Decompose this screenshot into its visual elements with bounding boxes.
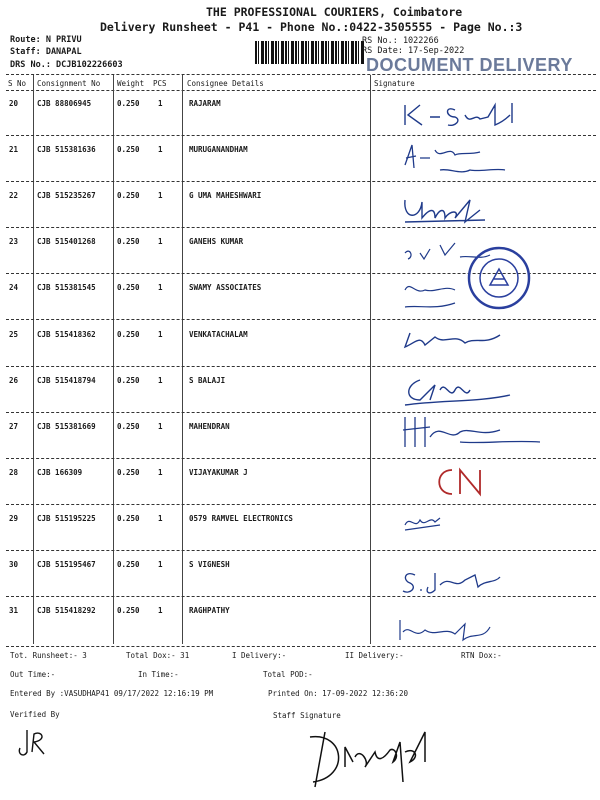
consignee-name: MURUGANANDHAM	[189, 145, 248, 155]
consignee-name: VENKATACHALAM	[189, 329, 248, 339]
consignment-number: CJB 515195225	[37, 513, 96, 523]
row-divider	[6, 504, 596, 505]
out-time: Out Time:-	[10, 670, 56, 679]
weight: 0.250	[117, 145, 140, 155]
serial-number: 28	[9, 467, 19, 477]
pcs: 1	[158, 421, 163, 431]
col-consignment: Consignment No	[37, 79, 101, 88]
consignment-number: CJB 515235267	[37, 191, 96, 201]
consignee-name: 0579 RAMVEL ELECTRONICS	[189, 513, 293, 523]
table-row	[0, 191, 600, 203]
verifier-signature	[12, 722, 52, 762]
pcs: 1	[158, 191, 163, 201]
column-line	[113, 75, 114, 644]
serial-number: 23	[9, 237, 19, 247]
serial-number: 25	[9, 329, 19, 339]
col-weight: Weight	[117, 79, 145, 88]
route: Route: N PRIVU	[10, 35, 82, 45]
staff-signature	[305, 722, 455, 797]
pcs: 1	[158, 513, 163, 523]
consignee-name: S BALAJI	[189, 375, 226, 385]
col-pcs: PCS	[153, 79, 167, 88]
signature-20	[400, 95, 550, 135]
pcs: 1	[158, 467, 163, 477]
consignee-name: RAJARAM	[189, 99, 221, 108]
table-row	[0, 606, 600, 618]
serial-number: 20	[9, 99, 19, 108]
column-line	[33, 75, 34, 644]
table-header	[0, 79, 600, 91]
pcs: 1	[158, 237, 163, 247]
pcs: 1	[158, 560, 163, 569]
staff-signature-label: Staff Signature	[273, 711, 341, 720]
signature-26	[400, 370, 520, 410]
consignment-number: CJB 515418794	[37, 375, 96, 385]
tot-runsheet: Tot. Runsheet:- 3	[10, 651, 87, 660]
weight: 0.250	[117, 513, 140, 523]
divider	[6, 74, 596, 75]
consignee-name: MAHENDRAN	[189, 421, 230, 431]
staff: Staff: DANAPAL	[10, 47, 82, 57]
weight: 0.250	[117, 329, 140, 339]
table-row	[0, 514, 600, 526]
weight: 0.250	[117, 191, 140, 201]
pcs: 1	[158, 606, 163, 616]
col-sno: S No	[8, 79, 27, 88]
consignee-name: S VIGNESH	[189, 560, 230, 569]
signature-27	[400, 412, 550, 457]
weight: 0.250	[117, 283, 140, 293]
column-line	[182, 75, 183, 644]
printed-on: Printed On: 17-09-2022 12:36:20	[268, 689, 408, 698]
serial-number: 29	[9, 513, 19, 523]
i-delivery: I Delivery:-	[232, 651, 287, 660]
consignment-number: CJB 166309	[37, 467, 83, 477]
verified-by-label: Verified By	[10, 710, 60, 719]
consignee-name: G UMA MAHESHWARI	[189, 191, 262, 201]
serial-number: 21	[9, 145, 19, 155]
row-divider	[6, 366, 596, 367]
weight: 0.250	[117, 560, 140, 569]
consignment-number: CJB 515401268	[37, 237, 96, 247]
pcs: 1	[158, 329, 163, 339]
signature-22	[400, 190, 500, 230]
serial-number: 26	[9, 375, 19, 385]
signature-21	[400, 140, 540, 185]
total-pod: Total POD:-	[263, 670, 313, 679]
signature-31	[395, 612, 505, 647]
barcode	[255, 41, 365, 64]
weight: 0.250	[117, 606, 140, 616]
row-divider	[6, 227, 596, 228]
col-consignee: Consignee Details	[187, 79, 264, 88]
pcs: 1	[158, 145, 163, 155]
consignment-number: CJB 515195467	[37, 560, 96, 569]
serial-number: 22	[9, 191, 19, 201]
company-round-stamp	[466, 245, 532, 311]
consignment-number: CJB 515381545	[37, 283, 96, 293]
table-row	[0, 468, 600, 480]
rtn-dox: RTN Dox:-	[461, 651, 502, 660]
signature-30	[400, 565, 510, 600]
consignment-number: CJB 515418292	[37, 606, 96, 616]
company-title: THE PROFESSIONAL COURIERS, Coimbatore	[206, 5, 463, 19]
serial-number: 31	[9, 606, 19, 616]
runsheet-subtitle: Delivery Runsheet - P41 - Phone No.:0422-3505555 - Page No.:3	[100, 20, 523, 34]
consignment-number: CJB 515381669	[37, 421, 96, 431]
consignment-number: CJB 515418362	[37, 329, 96, 339]
weight: 0.250	[117, 375, 140, 385]
rs-number: RS No.: 1022266	[362, 36, 439, 46]
signature-29	[400, 510, 460, 535]
total-dox: Total Dox:- 31	[126, 651, 190, 660]
entered-by: Entered By :VASUDHAP41 09/17/2022 12:16:19 PM	[10, 689, 214, 698]
consignee-name: GANEHS KUMAR	[189, 237, 244, 247]
consignment-number: CJB 515381636	[37, 145, 96, 155]
pcs: 1	[158, 375, 163, 385]
rs-date: RS Date: 17-Sep-2022	[362, 46, 465, 56]
consignee-name: SWAMY ASSOCIATES	[189, 283, 262, 293]
row-divider	[6, 458, 596, 459]
weight: 0.250	[117, 467, 140, 477]
consignee-name: VIJAYAKUMAR J	[189, 467, 248, 477]
drs-number: DRS No.: DCJB102226603	[10, 60, 123, 70]
divider	[6, 646, 596, 647]
serial-number: 30	[9, 560, 19, 569]
weight: 0.250	[117, 421, 140, 431]
signature-28	[430, 462, 500, 502]
row-divider	[6, 135, 596, 136]
column-line	[370, 75, 371, 644]
in-time: In Time:-	[138, 670, 179, 679]
consignment-number: CJB 88806945	[37, 99, 92, 108]
ii-delivery: II Delivery:-	[345, 651, 404, 660]
table-row	[0, 560, 600, 572]
col-signature: Signature	[374, 79, 415, 88]
serial-number: 24	[9, 283, 19, 293]
serial-number: 27	[9, 421, 19, 431]
weight: 0.250	[117, 237, 140, 247]
pcs: 1	[158, 99, 163, 108]
weight: 0.250	[117, 99, 140, 108]
document-delivery-stamp: DOCUMENT DELIVERY	[366, 55, 573, 75]
signature-25	[400, 325, 530, 355]
row-divider	[6, 550, 596, 551]
consignee-name: RAGHPATHY	[189, 606, 230, 616]
pcs: 1	[158, 283, 163, 293]
